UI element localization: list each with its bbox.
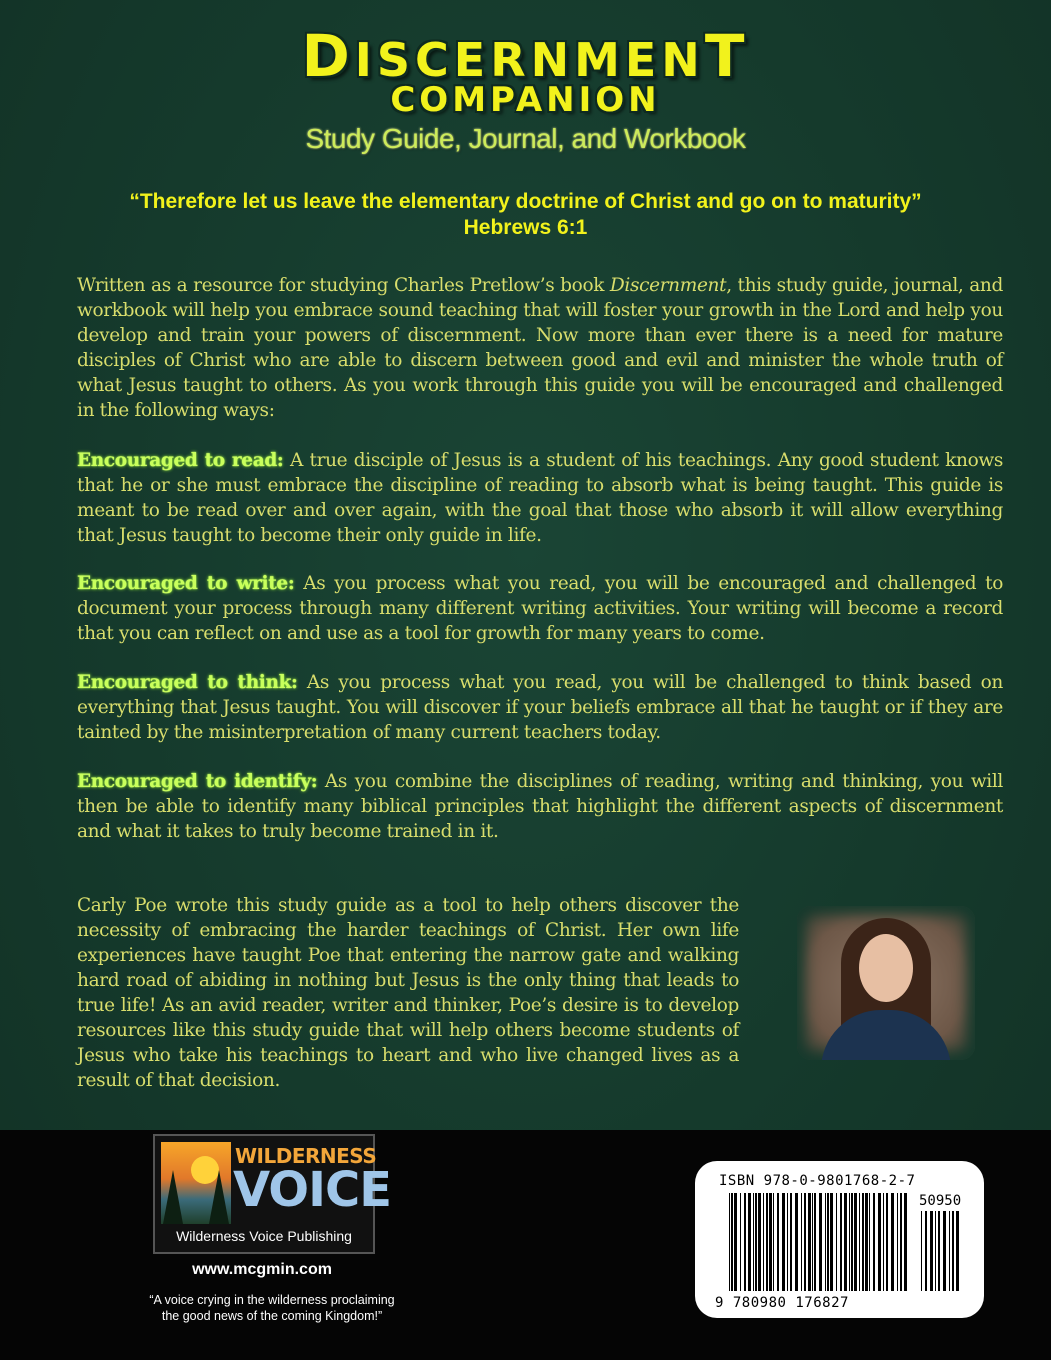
- isbn-number: ISBN 978-0-9801768-2-7: [719, 1173, 916, 1189]
- price-barcode-bars-icon: [921, 1211, 961, 1291]
- barcode-stripe: [938, 1211, 940, 1291]
- section-think: [77, 670, 1003, 745]
- publisher-url: www.mcgmin.com: [192, 1261, 332, 1278]
- section-text: As you process what you read, you will be challenged to think based on everything that Jesus taught. You will discover if your beliefs embrace all that he taught or if they are tainted by the misinterpretation of many current teachers today.: [77, 672, 1003, 743]
- barcode-stripe: [744, 1193, 746, 1291]
- barcode-stripe: [840, 1193, 842, 1291]
- barcode-stripe: [812, 1193, 813, 1291]
- barcode-stripe: [814, 1193, 816, 1291]
- barcode-stripe: [782, 1193, 785, 1291]
- barcode-stripe: [869, 1193, 870, 1291]
- barcode-stripe: [827, 1193, 829, 1291]
- barcode-stripe: [943, 1211, 946, 1291]
- barcode-stripe: [865, 1193, 868, 1291]
- barcode-stripe: [787, 1193, 788, 1291]
- section-write: [77, 571, 1003, 646]
- logo-tree-icon: [209, 1170, 229, 1224]
- barcode-stripe: [734, 1193, 737, 1291]
- cover-tagline: Study Guide, Journal, and Workbook: [305, 123, 746, 154]
- barcode-stripe: [777, 1193, 779, 1291]
- barcode-bars-icon: [729, 1193, 909, 1291]
- photo-face: [859, 934, 913, 1002]
- barcode-stripe: [731, 1193, 733, 1291]
- logo-wordmark-main: VOICE: [233, 1162, 391, 1218]
- barcode-stripe: [904, 1193, 907, 1291]
- publisher-name: Wilderness Voice Publishing: [176, 1228, 352, 1244]
- title-final: T: [704, 22, 750, 90]
- title-middle: ISCERNMEN: [354, 33, 705, 87]
- barcode-stripe: [801, 1193, 802, 1291]
- barcode-stripe: [758, 1193, 761, 1291]
- isbn-barcode: [695, 1161, 984, 1318]
- barcode-stripe: [925, 1211, 927, 1291]
- barcode-stripe: [836, 1193, 837, 1291]
- barcode-stripe: [773, 1193, 774, 1291]
- barcode-stripe: [819, 1193, 822, 1291]
- section-identify: [77, 769, 1003, 844]
- barcode-stripe: [769, 1193, 772, 1291]
- logo-tree-icon: [163, 1170, 183, 1224]
- barcode-stripe: [825, 1193, 826, 1291]
- scripture-quote: [0, 189, 1051, 241]
- price-code: 50950: [919, 1193, 962, 1209]
- section-text: As you process what you read, you will be encouraged and challenged to document your process through many different writing activities. Your writing will become a record that you can reflect on and use as a tool for growth for many years to come.: [77, 573, 1004, 644]
- barcode-stripe: [753, 1193, 754, 1291]
- barcode-stripe: [952, 1211, 954, 1291]
- barcode-stripe: [804, 1193, 806, 1291]
- barcode-stripe: [854, 1193, 857, 1291]
- barcode-stripe: [808, 1193, 811, 1291]
- barcode-stripe: [891, 1193, 894, 1291]
- logo-landscape-icon: [161, 1142, 231, 1224]
- section-read: [77, 448, 1003, 548]
- section-text: A true disciple of Jesus is a student of his teachings. Any good student knows that he or she must embrace the discipline of reading to absorb what is being taught. This guide is meant to be read over and over again, with the goal that those who absorb it will allow everything that Jesus taught to become their only guide in life.: [77, 450, 1003, 546]
- intro-paragraph: [77, 273, 1003, 423]
- barcode-stripe: [878, 1193, 881, 1291]
- ean-number: 9 780980 176827: [715, 1295, 849, 1311]
- book-title: Discernment: [609, 275, 727, 296]
- cover-subtitle: COMPANION: [390, 80, 661, 120]
- intro-text-start: Written as a resource for studying Charles Pretlow’s book: [77, 275, 610, 296]
- quote-reference: Hebrews 6:1: [463, 216, 588, 239]
- section-lead: Encouraged to identify:: [77, 771, 318, 792]
- barcode-stripe: [766, 1193, 768, 1291]
- barcode-stripe: [851, 1193, 853, 1291]
- barcode-stripe: [956, 1211, 959, 1291]
- barcode-stripe: [849, 1193, 850, 1291]
- barcode-stripe: [883, 1193, 884, 1291]
- author-photo: [797, 906, 975, 1060]
- publisher-slogan: [112, 1292, 432, 1324]
- slogan-line: “A voice crying in the wilderness proclaiming: [149, 1293, 395, 1307]
- barcode-stripe: [921, 1211, 922, 1291]
- quote-text: “Therefore let us leave the elementary doctrine of Christ and go on to maturity”: [129, 190, 922, 213]
- barcode-stripe: [859, 1193, 860, 1291]
- barcode-stripe: [729, 1193, 730, 1291]
- barcode-stripe: [795, 1193, 798, 1291]
- section-lead: Encouraged to read:: [77, 450, 284, 471]
- barcode-stripe: [748, 1193, 751, 1291]
- barcode-stripe: [830, 1193, 833, 1291]
- title-initial: D: [301, 22, 355, 90]
- barcode-stripe: [886, 1193, 888, 1291]
- logo-wordmark-top: WILDERNESS: [235, 1144, 377, 1168]
- barcode-stripe: [949, 1211, 950, 1291]
- barcode-stripe: [935, 1211, 936, 1291]
- barcode-stripe: [930, 1211, 933, 1291]
- barcode-stripe: [900, 1193, 902, 1291]
- barcode-stripe: [873, 1193, 875, 1291]
- barcode-stripe: [897, 1193, 898, 1291]
- barcode-stripe: [862, 1193, 864, 1291]
- section-lead: Encouraged to write:: [77, 573, 295, 594]
- barcode-stripe: [790, 1193, 792, 1291]
- barcode-stripe: [763, 1193, 764, 1291]
- section-lead: Encouraged to think:: [77, 672, 298, 693]
- author-bio: Carly Poe wrote this study guide as a tool to help others discover the necessity of embracing the harder teachings of Christ. Her own life experiences have taught Poe that entering the narrow gate and walking hard road of abiding in nothing but Jesus is the only thing that leads to true life! As an avid reader, writer and thinker, Poe’s desire is to develop resources like this study guide that will help others become students of Jesus who take his teachings to heart and who live changed lives as a result of that decision.: [77, 895, 739, 1091]
- publisher-logo: [153, 1134, 391, 1254]
- barcode-stripe: [844, 1193, 847, 1291]
- slogan-line: the good news of the coming Kingdom!”: [161, 1309, 383, 1323]
- section-text: As you combine the disciplines of reading, writing and thinking, you will then be able to identify many biblical principles that highlight the different aspects of discernment and what it takes to truly become trained in it.: [77, 771, 1004, 842]
- intro-text-end: , this study guide, journal, and workbook will help you embrace sound teaching that will foster your growth in the Lord and help you develop and train your powers of discernment. Now more than ever there is a need for mature disciples of Christ who are able to discern between good and evil and minister the whole truth of what Jesus taught to others. As you work through this guide you will be encouraged and challenged in the following ways:: [77, 275, 1003, 421]
- barcode-stripe: [755, 1193, 757, 1291]
- barcode-stripe: [740, 1193, 741, 1291]
